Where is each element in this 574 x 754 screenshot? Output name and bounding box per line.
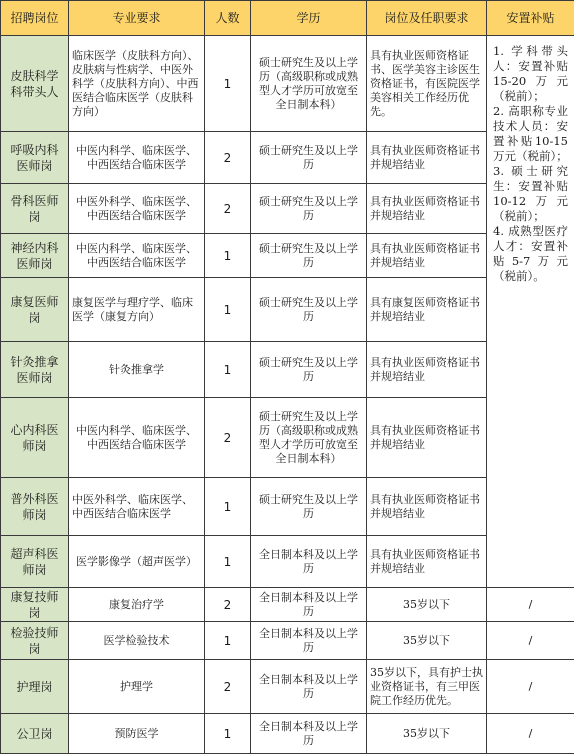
education-cell: 硕士研究生及以上学历	[251, 132, 367, 184]
subsidy-cell: 1. 学科带头人：安置补贴15-20万元（税前）； 2. 高职称专业技术人员：安置补贴10-15万元（税前）； 3. 硕士研究生：安置补贴10-12万元（税前）； 4. 成熟型医疗人才：安置补贴5-7万元（税前）。	[487, 36, 574, 588]
post-cell: 检验技师岗	[1, 622, 69, 660]
major-cell: 中医内科学、临床医学、中西医结合临床医学	[69, 398, 205, 478]
requirements-cell: 具有执业医师资格证书并规培结业	[367, 342, 487, 398]
count-cell: 2	[205, 660, 251, 714]
education-cell: 硕士研究生及以上学历（高级职称或成熟型人才学历可放宽至全日制本科）	[251, 36, 367, 132]
requirements-cell: 具有执业医师资格证书并规培结业	[367, 132, 487, 184]
major-cell: 中医内科学、临床医学、中西医结合临床医学	[69, 132, 205, 184]
count-cell: 1	[205, 622, 251, 660]
education-cell: 全日制本科及以上学历	[251, 622, 367, 660]
count-cell: 1	[205, 234, 251, 278]
count-cell: 1	[205, 36, 251, 132]
count-cell: 2	[205, 184, 251, 234]
post-cell: 呼吸内科医师岗	[1, 132, 69, 184]
count-cell: 1	[205, 478, 251, 536]
requirements-cell: 具有执业医师资格证书并规培结业	[367, 184, 487, 234]
table-row	[1, 660, 574, 714]
header-major: 专业要求	[69, 1, 205, 36]
education-cell: 全日制本科及以上学历	[251, 660, 367, 714]
requirements-cell: 具有执业医师资格证书并规培结业	[367, 536, 487, 588]
post-cell: 皮肤科学科带头人	[1, 36, 69, 132]
count-cell: 2	[205, 132, 251, 184]
table-row	[1, 622, 574, 660]
count-cell: 1	[205, 714, 251, 754]
post-cell: 超声科医师岗	[1, 536, 69, 588]
education-cell: 全日制本科及以上学历	[251, 536, 367, 588]
subsidy-cell: /	[487, 622, 574, 660]
header-subsidy: 安置补贴	[487, 1, 574, 36]
major-cell: 医学影像学（超声医学）	[69, 536, 205, 588]
post-cell: 康复医师岗	[1, 278, 69, 342]
education-cell: 硕士研究生及以上学历（高级职称或成熟型人才学历可放宽至全日制本科）	[251, 398, 367, 478]
header-post: 招聘岗位	[1, 1, 69, 36]
major-cell: 康复治疗学	[69, 588, 205, 622]
subsidy-cell: /	[487, 588, 574, 622]
education-cell: 硕士研究生及以上学历	[251, 478, 367, 536]
count-cell: 1	[205, 342, 251, 398]
subsidy-cell: /	[487, 660, 574, 714]
subsidy-cell: /	[487, 714, 574, 754]
post-cell: 神经内科医师岗	[1, 234, 69, 278]
post-cell: 普外科医师岗	[1, 478, 69, 536]
header-count: 人数	[205, 1, 251, 36]
count-cell: 2	[205, 398, 251, 478]
major-cell: 中医外科学、临床医学、中西医结合临床医学	[69, 184, 205, 234]
post-cell: 针灸推拿医师岗	[1, 342, 69, 398]
education-cell: 全日制本科及以上学历	[251, 588, 367, 622]
requirements-cell: 35岁以下	[367, 714, 487, 754]
major-cell: 临床医学（皮肤科方向）、皮肤病与性病学、中医外科学（皮肤科方向）、中西医结合临床医学（皮肤科方向）	[69, 36, 205, 132]
major-cell: 康复医学与理疗学、临床医学（康复方向）	[69, 278, 205, 342]
requirements-cell: 具有执业医师资格证书并规培结业	[367, 234, 487, 278]
post-cell: 护理岗	[1, 660, 69, 714]
table-row	[1, 36, 574, 132]
education-cell: 硕士研究生及以上学历	[251, 342, 367, 398]
header-requirements: 岗位及任职要求	[367, 1, 487, 36]
major-cell: 中医内科学、临床医学、中西医结合临床医学	[69, 234, 205, 278]
major-cell: 护理学	[69, 660, 205, 714]
requirements-cell: 具有康复医师资格证书并规培结业	[367, 278, 487, 342]
requirements-cell: 具有执业医师资格证书并规培结业	[367, 478, 487, 536]
requirements-cell: 35岁以下	[367, 588, 487, 622]
major-cell: 中医外科学、临床医学、中西医结合临床医学	[69, 478, 205, 536]
requirements-cell: 35岁以下，具有护士执业资格证书，有三甲医院工作经历优先。	[367, 660, 487, 714]
major-cell: 医学检验技术	[69, 622, 205, 660]
education-cell: 硕士研究生及以上学历	[251, 184, 367, 234]
post-cell: 公卫岗	[1, 714, 69, 754]
major-cell: 预防医学	[69, 714, 205, 754]
education-cell: 全日制本科及以上学历	[251, 714, 367, 754]
table-row	[1, 714, 574, 754]
education-cell: 硕士研究生及以上学历	[251, 278, 367, 342]
header-education: 学历	[251, 1, 367, 36]
requirements-cell: 35岁以下	[367, 622, 487, 660]
count-cell: 1	[205, 278, 251, 342]
major-cell: 针灸推拿学	[69, 342, 205, 398]
count-cell: 1	[205, 536, 251, 588]
post-cell: 心内科医师岗	[1, 398, 69, 478]
education-cell: 硕士研究生及以上学历	[251, 234, 367, 278]
requirements-cell: 具有执业医师资格证书并规培结业	[367, 398, 487, 478]
post-cell: 骨科医师岗	[1, 184, 69, 234]
table-row	[1, 588, 574, 622]
requirements-cell: 具有执业医师资格证书、医学美容主诊医生资格证书，有医院医学美容相关工作经历优先。	[367, 36, 487, 132]
count-cell: 2	[205, 588, 251, 622]
post-cell: 康复技师岗	[1, 588, 69, 622]
header-row	[1, 1, 574, 36]
